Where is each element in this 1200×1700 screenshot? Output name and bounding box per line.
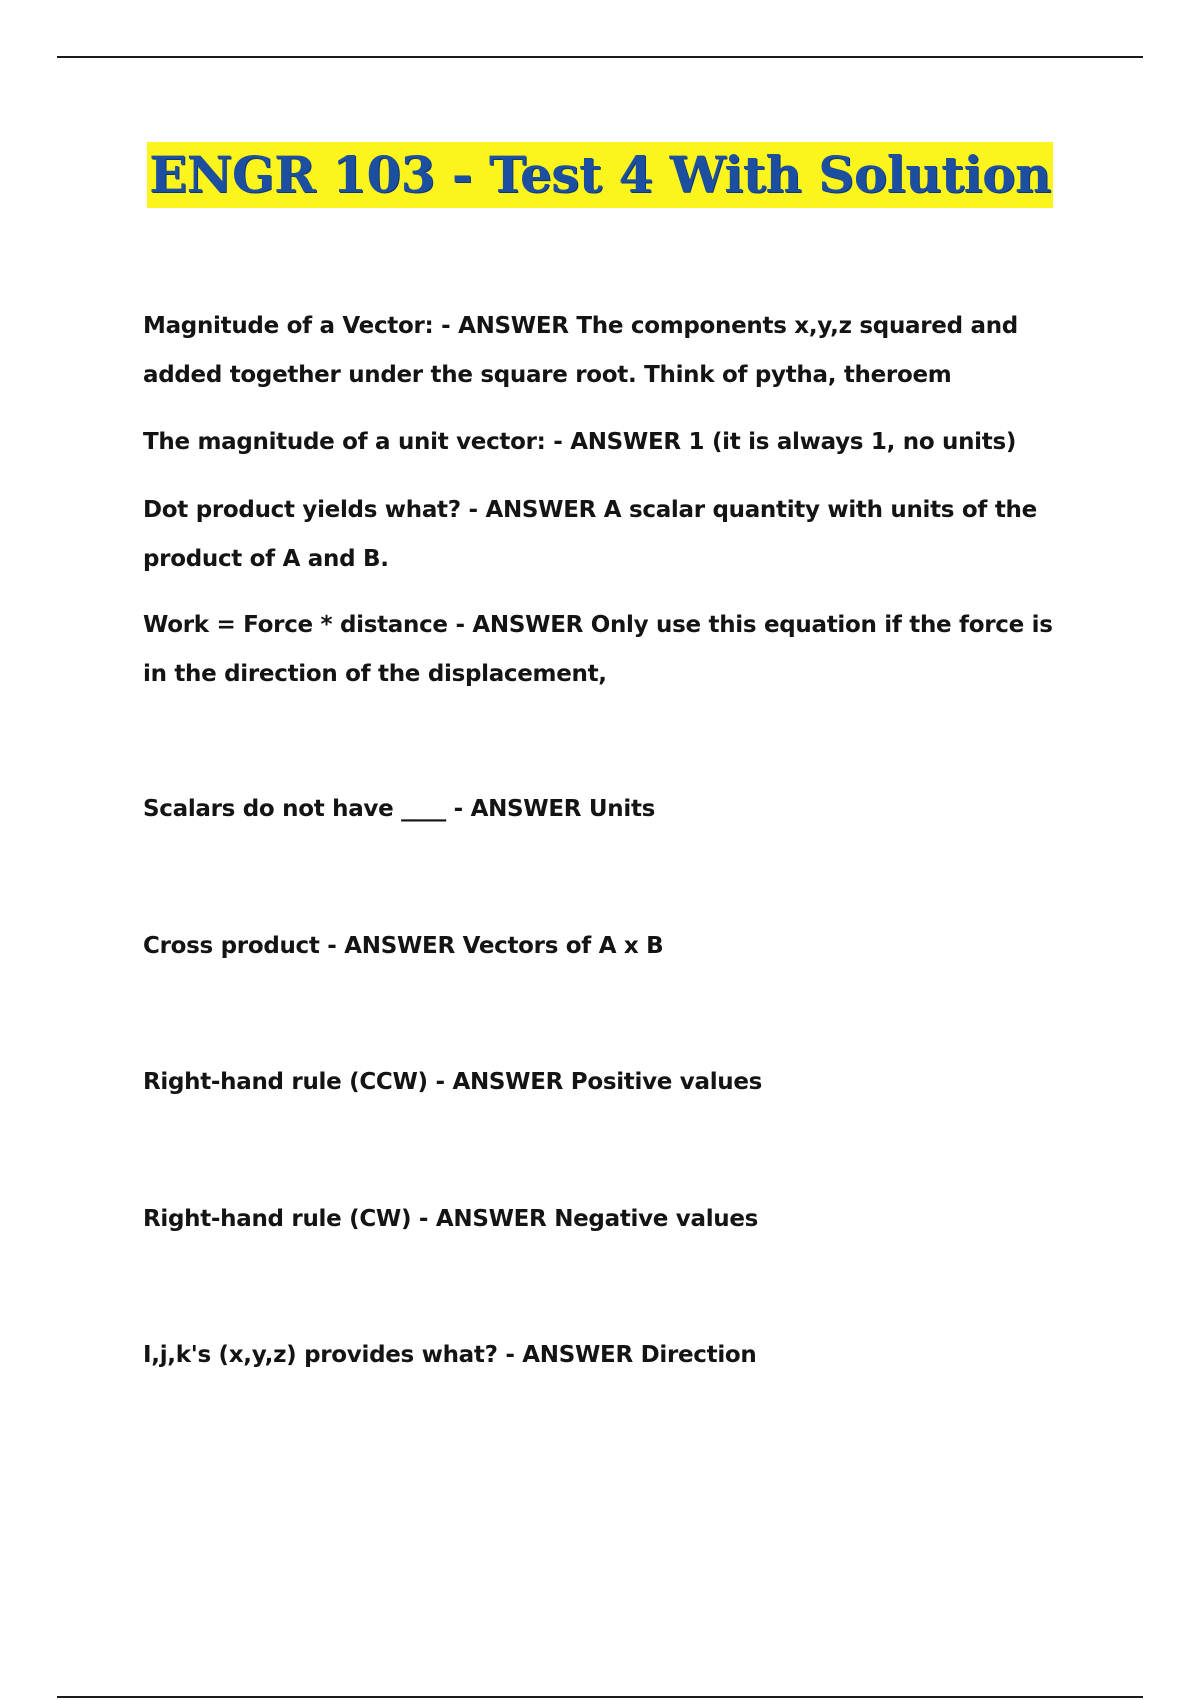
question-text: Work = Force * distance <box>143 612 448 638</box>
answer-text: A scalar quantity with units of the product of A and B. <box>143 497 1037 572</box>
question-text: Scalars do not have ____ <box>143 796 446 822</box>
qa-item-5 <box>143 785 1083 834</box>
question-text: Dot product yields what? <box>143 497 461 523</box>
question-text: Right-hand rule (CCW) <box>143 1069 428 1095</box>
qa-item-2 <box>143 418 1083 467</box>
answer-text: 1 (it is always 1, no units) <box>688 429 1017 455</box>
answer-text: Negative values <box>554 1206 759 1232</box>
qa-item-9 <box>143 1331 1083 1380</box>
qa-item-6 <box>143 922 1083 971</box>
answer-text: Direction <box>640 1342 757 1368</box>
qa-item-4 <box>143 601 1083 699</box>
answer-separator: - ANSWER <box>411 1206 555 1232</box>
question-text: Right-hand rule (CW) <box>143 1206 412 1232</box>
answer-separator: - ANSWER <box>460 497 604 523</box>
answer-text: Only use this equation if the force is in the direction of the displacement, <box>143 612 1053 687</box>
answer-separator: - ANSWER <box>433 313 577 339</box>
bottom-rule <box>57 1696 1143 1698</box>
question-text: The magnitude of a unit vector: <box>143 429 546 455</box>
answer-text: Positive values <box>570 1069 763 1095</box>
answer-separator: - ANSWER <box>319 933 463 959</box>
question-text: I,j,k's (x,y,z) provides what? <box>143 1342 498 1368</box>
answer-text: Vectors of A x B <box>462 933 664 959</box>
qa-item-7 <box>143 1058 1083 1107</box>
top-rule <box>57 56 1143 58</box>
answer-separator: - ANSWER <box>497 1342 641 1368</box>
answer-separator: - ANSWER <box>447 612 591 638</box>
answer-separator: - ANSWER <box>545 429 689 455</box>
document-title: ENGR 103 - Test 4 With Solution <box>147 142 1053 208</box>
answer-separator: - ANSWER <box>427 1069 571 1095</box>
question-text: Cross product <box>143 933 320 959</box>
answer-text: Units <box>588 796 656 822</box>
answer-separator: - ANSWER <box>445 796 589 822</box>
title-container <box>0 142 1200 208</box>
question-text: Magnitude of a Vector: <box>143 313 434 339</box>
qa-item-3 <box>143 486 1083 584</box>
answer-text: The components x,y,z squared and added together under the square root. Think of pytha, theroem <box>143 313 1018 388</box>
qa-item-8 <box>143 1195 1083 1244</box>
qa-item-1 <box>143 302 1083 400</box>
